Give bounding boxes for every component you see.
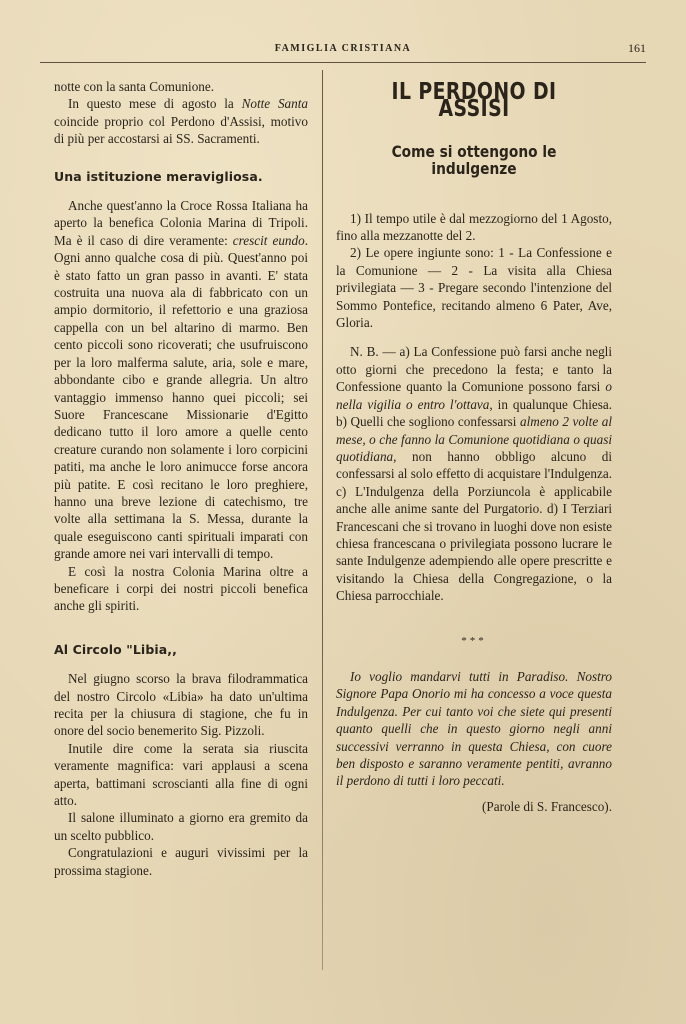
page-header [40,40,646,63]
text-run: . Ogni anno qualche cosa di più. Quest'anno poi è stato fatto un gran passo in avanti. E' stata costruita una nuova ala di fabbricato con un ampio dormitorio, il refettorio e una graziosa cappella con un bel altarino di marmo. Ben cento piccoli sono ricoverati; che usufruiscono per la loro malferma salute, aria, sole e mare, abbondante cibo e grande allegria. Un altro vantaggio immenso hanno quei piccoli; sei Suore Francescane Missionarie d'Egitto dedicano tutto il loro amore a quelle cento creature curando non solamente i loro corpicini patiti, ma anche le loro animucce forse ancora più patite. E così recitano le loro preghiere, hanno una breve lezione di catechismo, tre volte alla settimana la S. Messa, durante la quale eseguiscono canti spirituali imparati con grande amore nei vari intervalli di tempo. [54,232,309,562]
quote-attribution: (Parole di S. Francesco). [481,798,612,814]
article-title: IL PERDONO DI ASSISI [391,79,557,123]
text-run: In questo mese di agosto la [68,96,242,112]
article-subtitle: Come si ottengono le indulgenze [391,141,557,179]
column-divider [322,70,323,970]
quote-block [336,668,612,790]
paragraph [54,197,308,563]
italic-text: o nella vigilia o entro l'ottava [336,379,612,412]
text-run: , non hanno obbligo alcuno di confessarsi al solo effetto di acquistare l'Indulgenza. c) L'Indulgenza della Porziuncola è applicabile anche alle anime sante del Purgatorio. d) I Terziari Francescani che si trovano in luoghi dove non esiste chiesa francescana o privilegiata possono lucrare le sante Indulgenze adempiendo alle opere prescritte e visitando la Chiesa della Congregazione, o la Chiesa parrocchiale. [336,448,612,604]
page-number: 161 [628,41,646,55]
paragraph: 2) Le opere ingiunte sono: 1 - La Confessione e la Comunione — 2 - La visita alla Chiesa privilegiata — 3 - Pregare secondo l'intenzione del Sommo Pontefice, recitando almeno 6 Pater, Ave, Gloria. [336,245,612,331]
quote-text: Io voglio mandarvi tutti in Paradiso. Nostro Signore Papa Onorio mi ha concesso a voce questa Indulgenza. Per cui tanto voi che siete qui presenti quanto quelli che in questo giorno negli anni successivi verranno in questa Chiesa, con cuore ben disposto e saranno veramente pentiti, avranno il perdono di tutti i loro peccati. [336,668,612,789]
paragraph: Il salone illuminato a giorno era gremito da un scelto pubblico. [54,810,308,843]
paragraph: E così la nostra Colonia Marina oltre a beneficare i corpi dei nostri piccoli benefica anche gli spiriti. [54,563,308,614]
italic-text: crescit eundo [232,232,305,248]
right-column [336,80,612,815]
left-column [54,78,308,879]
paragraph: 1) Il tempo utile è dal mezzogiorno del 1 Agosto, fino alla mezzanotte del 2. [336,210,612,244]
text-run: , in qualunque Chiesa. b) Quelli che sogliono confessarsi [336,396,612,430]
section-heading: Una istituzione meravigliosa. [54,168,263,184]
paragraph: Nel giugno scorso la brava filodrammatica del nostro Circolo «Libia» ha dato un'ultima recita per la chiusura di stagione, che fu in onore del socio benemerito Sig. Pizzoli. [54,671,308,739]
italic-text: Notte Santa [241,96,308,112]
paragraph [54,95,308,147]
paragraph: Inutile dire come la serata sia riuscita veramente magnifica: vari applausi a scena aperta, battimani scroscianti alla fine di ogni atto. [54,740,308,809]
section-heading: Al Circolo "Libia,, [54,641,177,657]
text-run: Anche quest'anno la Croce Rossa Italiana ha aperto la benefica Colonia Marina di Tripoli. Ma è il caso di dire veramente: [54,198,308,248]
text-run: coincide proprio col Perdono d'Assisi, motivo di più per accostarsi ai SS. Sacramenti. [54,113,308,147]
paragraph: notte con la santa Comunione. [54,79,215,94]
paragraph [336,343,612,604]
italic-text: almeno 2 volte al mese, o che fanno la Comunione quotidiana o quasi quotidiana [336,414,612,464]
magazine-title: FAMIGLIA CRISTIANA [274,43,412,54]
paragraph: Congratulazioni e auguri vivissimi per la prossima stagione. [54,845,308,878]
text-run: N. B. — a) La Confessione può farsi anche negli otto giorni che precedono la festa; e tanto la Confessione quanto la Comunione possono farsi [336,344,612,395]
separator-stars: *** [461,634,487,647]
